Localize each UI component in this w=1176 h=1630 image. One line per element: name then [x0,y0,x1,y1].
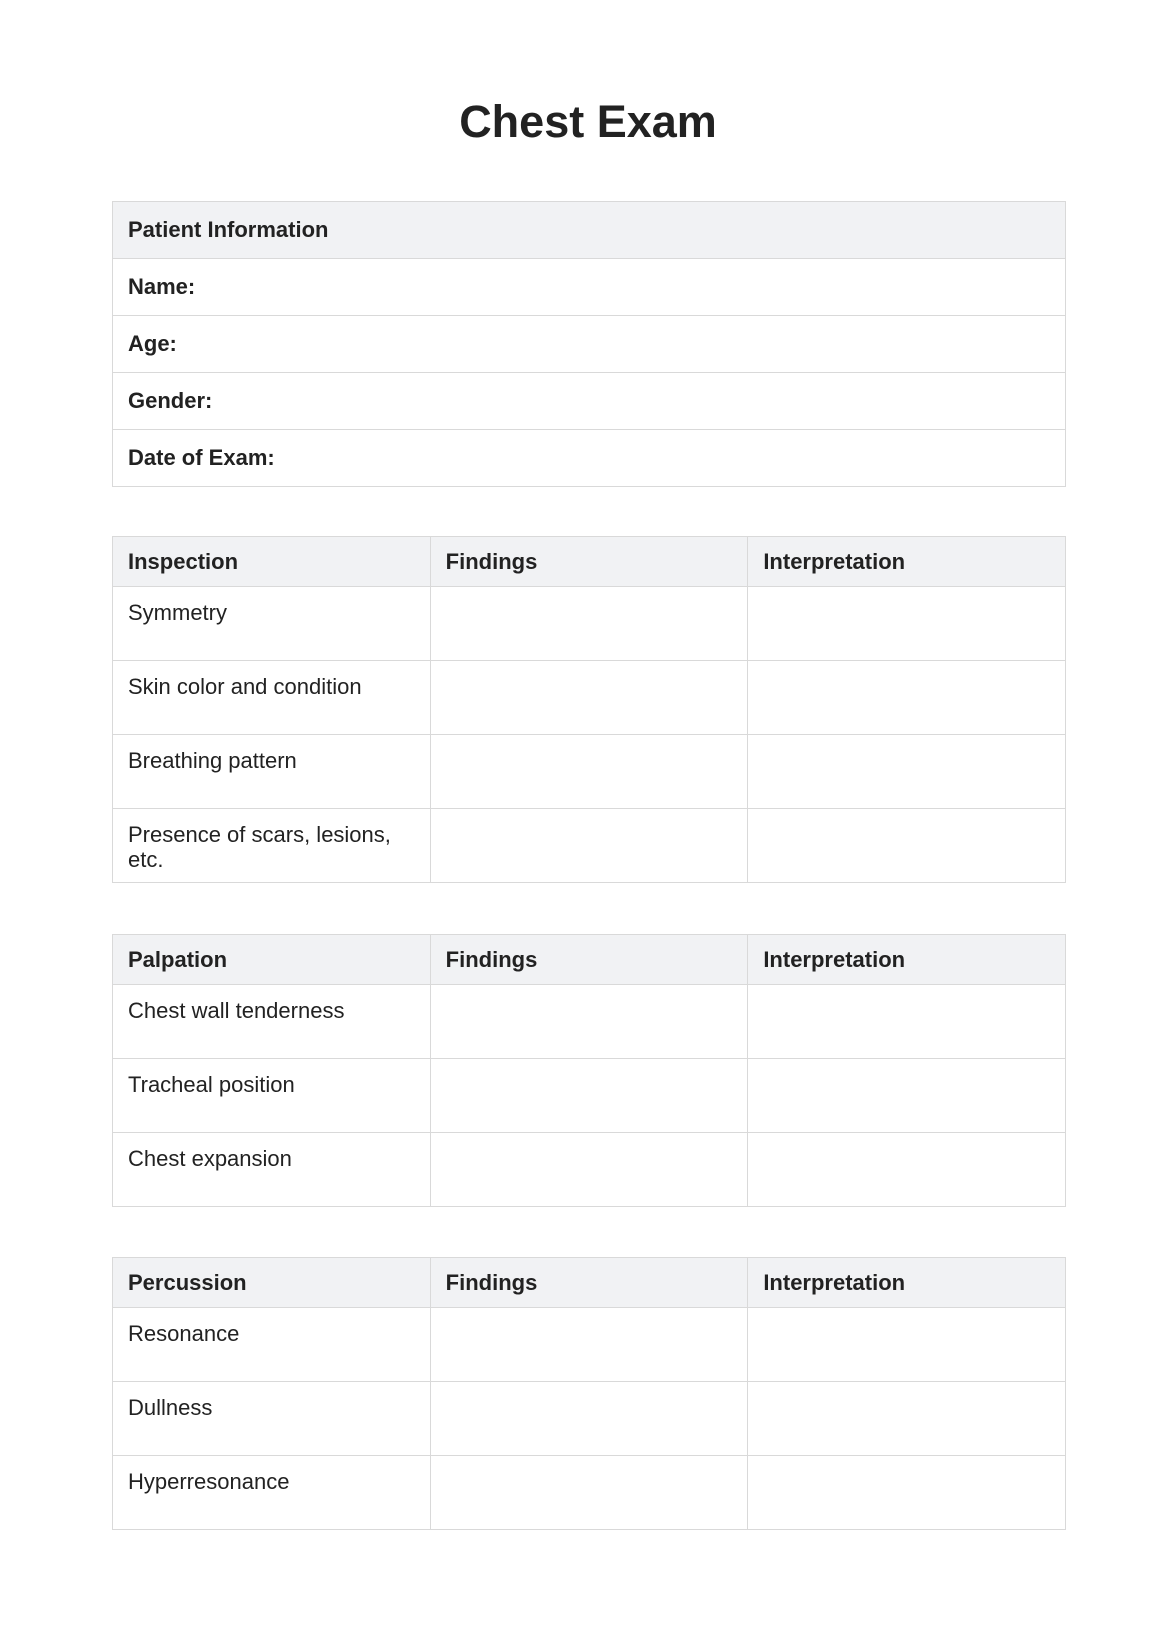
inspection-item: Skin color and condition [113,661,431,735]
patient-information-header-row [113,202,1066,259]
date-of-exam-field[interactable]: Date of Exam: [113,430,1066,487]
percussion-column-header: Percussion [113,1258,431,1308]
findings-cell[interactable] [430,1133,748,1207]
table-row [113,985,1066,1059]
findings-column-header: Findings [430,935,748,985]
name-field[interactable]: Name: [113,259,1066,316]
interpretation-cell[interactable] [748,661,1066,735]
table-row [113,1059,1066,1133]
palpation-item: Tracheal position [113,1059,431,1133]
percussion-table [112,1257,1066,1530]
palpation-table [112,934,1066,1207]
table-row [113,661,1066,735]
interpretation-column-header: Interpretation [748,537,1066,587]
percussion-item: Dullness [113,1382,431,1456]
findings-column-header: Findings [430,537,748,587]
findings-cell[interactable] [430,1382,748,1456]
table-row [113,1308,1066,1382]
inspection-item: Breathing pattern [113,735,431,809]
interpretation-column-header: Interpretation [748,1258,1066,1308]
interpretation-cell[interactable] [748,735,1066,809]
interpretation-cell[interactable] [748,985,1066,1059]
palpation-header-row [113,935,1066,985]
gender-field[interactable]: Gender: [113,373,1066,430]
interpretation-cell[interactable] [748,1133,1066,1207]
percussion-item: Resonance [113,1308,431,1382]
percussion-item: Hyperresonance [113,1456,431,1530]
patient-information-table [112,201,1066,487]
gender-row [113,373,1066,430]
findings-cell[interactable] [430,985,748,1059]
interpretation-cell[interactable] [748,1059,1066,1133]
table-row [113,735,1066,809]
interpretation-cell[interactable] [748,587,1066,661]
findings-cell[interactable] [430,1308,748,1382]
interpretation-cell[interactable] [748,1382,1066,1456]
page-title: Chest Exam [459,96,717,147]
findings-cell[interactable] [430,661,748,735]
interpretation-column-header: Interpretation [748,935,1066,985]
inspection-column-header: Inspection [113,537,431,587]
age-field[interactable]: Age: [113,316,1066,373]
interpretation-cell[interactable] [748,809,1066,883]
palpation-column-header: Palpation [113,935,431,985]
findings-cell[interactable] [430,587,748,661]
inspection-table [112,536,1066,883]
findings-column-header: Findings [430,1258,748,1308]
table-row [113,1133,1066,1207]
date-of-exam-row [113,430,1066,487]
findings-cell[interactable] [430,735,748,809]
findings-cell[interactable] [430,1456,748,1530]
interpretation-cell[interactable] [748,1456,1066,1530]
findings-cell[interactable] [430,809,748,883]
table-row [113,587,1066,661]
patient-information-heading: Patient Information [113,202,1066,259]
inspection-item: Symmetry [113,587,431,661]
table-row [113,809,1066,883]
interpretation-cell[interactable] [748,1308,1066,1382]
inspection-item: Presence of scars, lesions, etc. [113,809,431,883]
palpation-item: Chest wall tenderness [113,985,431,1059]
palpation-item: Chest expansion [113,1133,431,1207]
age-row [113,316,1066,373]
inspection-header-row [113,537,1066,587]
name-row [113,259,1066,316]
findings-cell[interactable] [430,1059,748,1133]
percussion-header-row [113,1258,1066,1308]
table-row [113,1382,1066,1456]
table-row [113,1456,1066,1530]
